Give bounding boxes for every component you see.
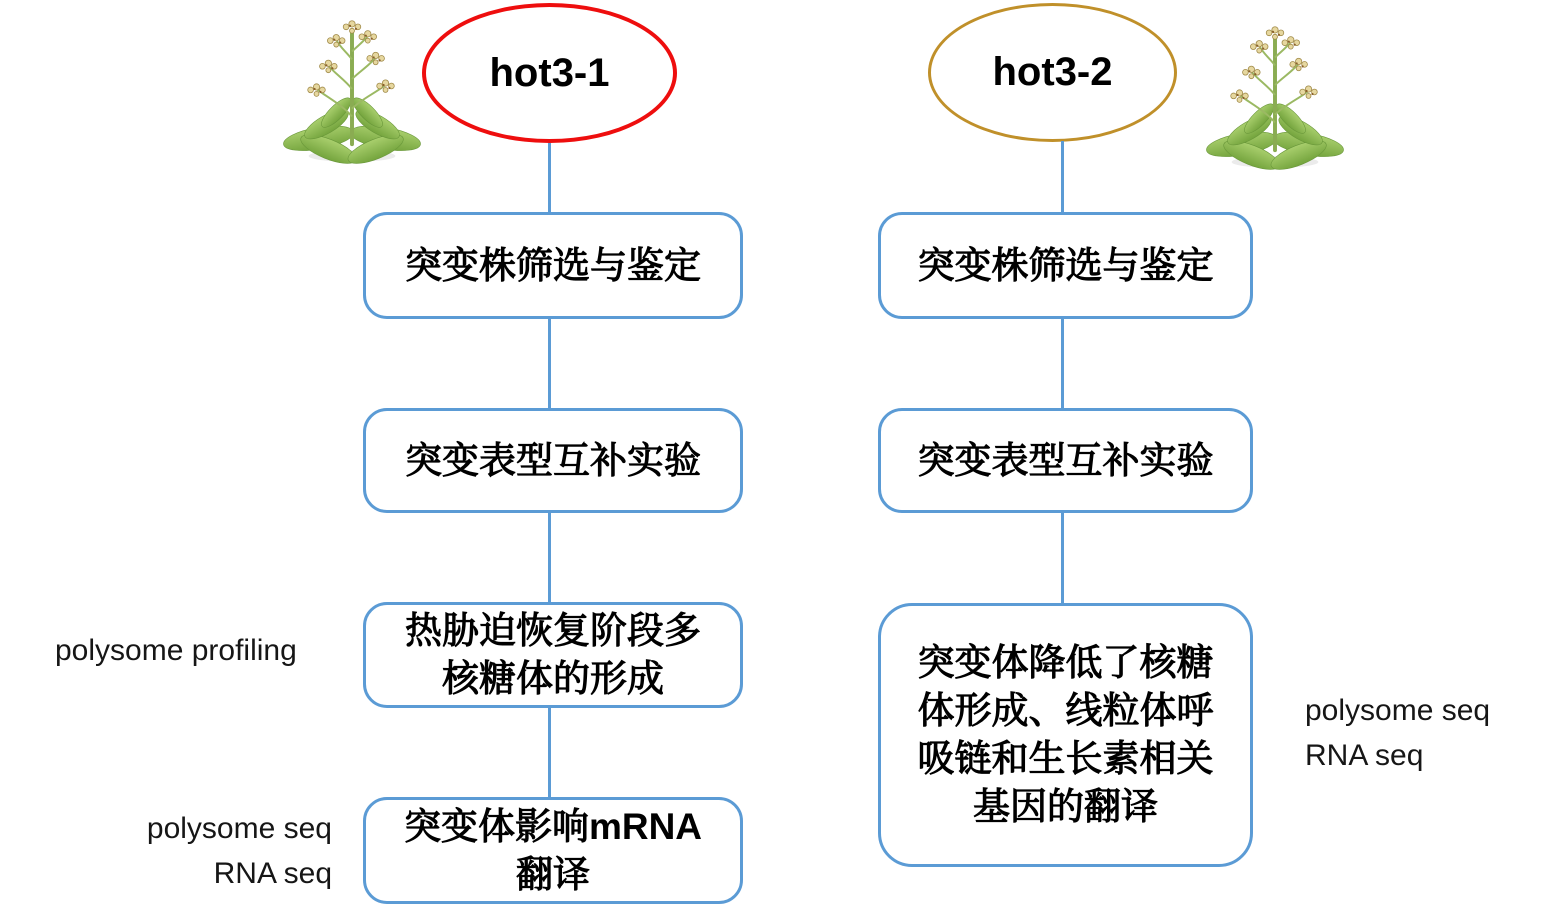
hot3-2-label: hot3-2 bbox=[992, 50, 1113, 94]
box-text-line: 热胁迫恢复阶段多 bbox=[405, 610, 701, 651]
right-polysome-seq-text: polysome seq bbox=[1305, 694, 1491, 727]
box-text-line: 基因的翻译 bbox=[973, 786, 1158, 827]
polysome-profiling-text: polysome profiling bbox=[55, 634, 297, 667]
box-text-line: 突变体影响mRNA bbox=[403, 805, 703, 847]
connector-left-4 bbox=[548, 707, 551, 798]
polysome-profiling-label bbox=[55, 628, 347, 673]
right-box-complementation bbox=[878, 408, 1253, 513]
right-rna-seq-text: RNA seq bbox=[1305, 739, 1424, 772]
left-box-polysome-formation bbox=[363, 602, 743, 708]
left-box-mrna-translation bbox=[363, 797, 743, 904]
right-seq-label bbox=[1305, 688, 1535, 778]
left-seq-label bbox=[90, 806, 332, 896]
hot3-1-label: hot3-1 bbox=[489, 50, 610, 95]
right-box-translation-reduction bbox=[878, 603, 1253, 867]
box-text-line: 突变表型互补实验 bbox=[917, 439, 1214, 481]
box-text-line: 突变株筛选与鉴定 bbox=[917, 244, 1214, 286]
connector-left-3 bbox=[548, 512, 551, 603]
connector-right-2 bbox=[1061, 318, 1064, 409]
left-polysome-seq-text: polysome seq bbox=[146, 812, 332, 845]
box-text-line: 翻译 bbox=[516, 853, 590, 895]
hot3-1-ellipse bbox=[422, 3, 677, 143]
box-text-line: 核糖体的形成 bbox=[442, 658, 664, 699]
left-box-complementation bbox=[363, 408, 743, 513]
left-box-mutant-screening bbox=[363, 212, 743, 319]
connector-left-2 bbox=[548, 318, 551, 409]
box-text-line: 体形成、线粒体呼 bbox=[917, 690, 1214, 731]
box-text-line: 突变株筛选与鉴定 bbox=[405, 244, 701, 286]
right-box-mutant-screening bbox=[878, 212, 1253, 319]
arabidopsis-plant-image-left bbox=[283, 6, 421, 164]
connector-right-1 bbox=[1061, 141, 1064, 213]
box-text-line: 吸链和生长素相关 bbox=[917, 738, 1214, 779]
arabidopsis-plant-image-right bbox=[1206, 12, 1344, 170]
connector-left-1 bbox=[548, 143, 551, 213]
box-text-line: 突变体降低了核糖 bbox=[917, 642, 1214, 683]
box-text-line: 突变表型互补实验 bbox=[405, 439, 701, 481]
hot3-2-ellipse bbox=[928, 3, 1177, 142]
connector-right-3 bbox=[1061, 512, 1064, 604]
left-rna-seq-text: RNA seq bbox=[213, 857, 332, 890]
